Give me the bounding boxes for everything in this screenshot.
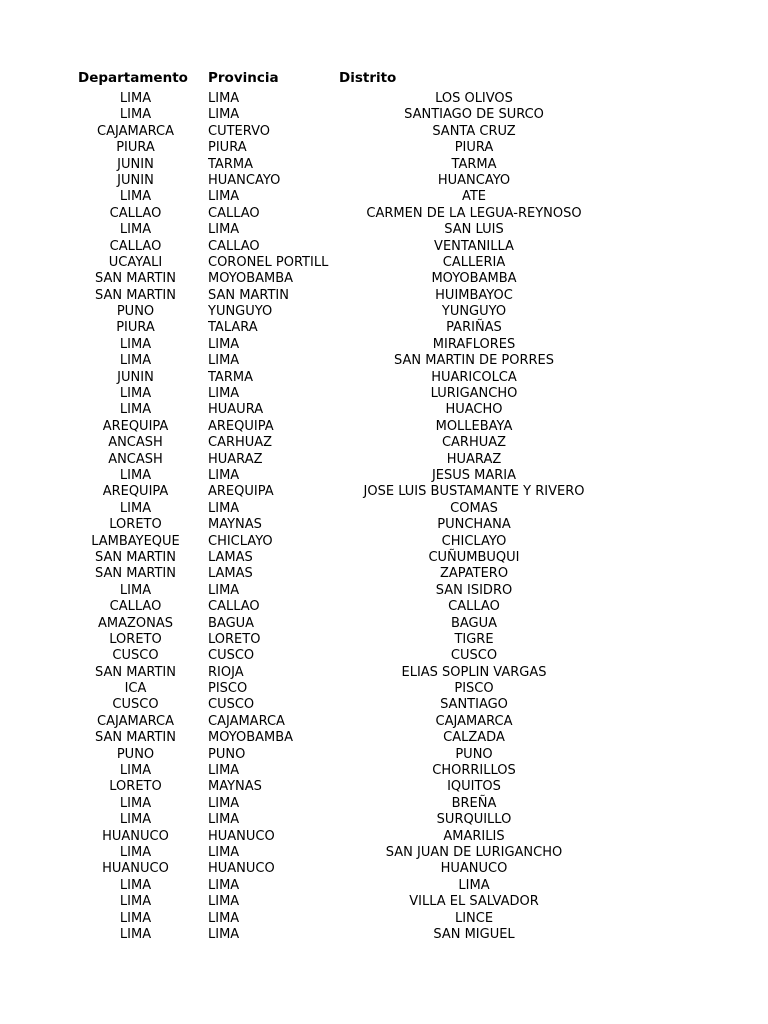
table-row — [0, 517, 768, 533]
cell-provincia: LIMA — [208, 386, 240, 402]
cell-provincia: CHICLAYO — [208, 533, 273, 549]
table-row — [0, 911, 768, 927]
cell-distrito: PIURA — [454, 140, 494, 156]
header-departamento: Departamento — [78, 70, 188, 86]
cell-distrito: BREÑA — [451, 795, 497, 811]
cell-departamento: SAN MARTIN — [95, 549, 176, 565]
table-row — [0, 402, 768, 418]
cell-distrito: CHICLAYO — [441, 533, 507, 549]
cell-provincia: LIMA — [208, 763, 240, 779]
table-row — [0, 337, 768, 353]
cell-provincia: PISCO — [208, 681, 248, 697]
cell-distrito: HUARAZ — [446, 451, 502, 467]
cell-distrito: SAN JUAN DE LURIGANCHO — [385, 844, 563, 860]
cell-distrito: BAGUA — [450, 615, 498, 631]
cell-provincia: LIMA — [208, 910, 240, 926]
cell-distrito: SURQUILLO — [436, 812, 512, 828]
cell-distrito: TIGRE — [454, 631, 494, 647]
data-table — [0, 69, 768, 943]
cell-departamento: ICA — [124, 681, 147, 697]
cell-provincia: LIMA — [208, 467, 240, 483]
cell-distrito: HUIMBAYOC — [435, 287, 513, 303]
table-row — [0, 583, 768, 599]
table-body — [0, 91, 768, 943]
cell-distrito: CALLAO — [448, 599, 500, 615]
table-row — [0, 927, 768, 943]
cell-departamento: CALLAO — [109, 238, 162, 254]
cell-provincia: LIMA — [208, 107, 240, 123]
cell-departamento: PIURA — [116, 320, 155, 336]
cell-departamento: ANCASH — [108, 451, 163, 467]
cell-provincia: TARMA — [208, 156, 253, 172]
cell-provincia: LIMA — [208, 336, 240, 352]
cell-distrito: HUANUCO — [440, 861, 508, 877]
cell-departamento: LIMA — [119, 222, 152, 238]
cell-provincia: CUSCO — [208, 697, 255, 713]
cell-distrito: SANTIAGO DE SURCO — [404, 107, 544, 123]
table-row — [0, 550, 768, 566]
cell-distrito: JESUS MARIA — [431, 467, 517, 483]
cell-distrito: JOSE LUIS BUSTAMANTE Y RIVERO — [363, 484, 585, 500]
cell-distrito: LINCE — [454, 910, 494, 926]
cell-provincia: LIMA — [208, 877, 240, 893]
cell-departamento: LIMA — [119, 582, 152, 598]
cell-provincia: CORONEL PORTILL — [208, 254, 329, 270]
cell-provincia: LAMAS — [208, 566, 253, 582]
cell-departamento: LORETO — [109, 779, 162, 795]
cell-distrito: LOS OLIVOS — [435, 91, 513, 106]
cell-departamento: LIMA — [119, 812, 152, 828]
cell-provincia: AREQUIPA — [208, 418, 274, 434]
cell-distrito: CARMEN DE LA LEGUA-REYNOSO — [366, 205, 582, 221]
cell-provincia: MOYOBAMBA — [208, 730, 294, 746]
cell-distrito: HUACHO — [445, 402, 503, 418]
cell-departamento: HUANUCO — [102, 828, 169, 844]
cell-provincia: LIMA — [208, 844, 240, 860]
table-row — [0, 271, 768, 287]
table-row — [0, 435, 768, 451]
cell-provincia: SAN MARTIN — [208, 287, 289, 303]
table-row — [0, 206, 768, 222]
cell-provincia: LIMA — [208, 926, 240, 942]
table-row — [0, 320, 768, 336]
table-row — [0, 730, 768, 746]
cell-distrito: SANTIAGO — [440, 697, 508, 713]
cell-departamento: PIURA — [116, 140, 155, 156]
cell-distrito: PARIÑAS — [446, 320, 502, 336]
table-row — [0, 239, 768, 255]
table-row — [0, 599, 768, 615]
table-row — [0, 714, 768, 730]
cell-provincia: HUANCAYO — [208, 172, 281, 188]
cell-distrito: VILLA EL SALVADOR — [409, 894, 539, 910]
cell-provincia: LIMA — [208, 222, 240, 238]
cell-provincia: LIMA — [208, 795, 240, 811]
table-row — [0, 419, 768, 435]
cell-distrito: ATE — [461, 189, 487, 205]
cell-departamento: JUNIN — [117, 172, 154, 188]
cell-distrito: YUNGUYO — [441, 304, 507, 320]
cell-provincia: BAGUA — [208, 615, 255, 631]
cell-distrito: CALZADA — [443, 730, 505, 746]
cell-departamento: LIMA — [119, 763, 152, 779]
cell-departamento: LIMA — [119, 336, 152, 352]
table-row — [0, 501, 768, 517]
cell-provincia: LIMA — [208, 812, 240, 828]
table-row — [0, 452, 768, 468]
table-row — [0, 665, 768, 681]
table-row — [0, 91, 768, 107]
cell-departamento: LIMA — [119, 107, 152, 123]
cell-distrito: CALLERIA — [442, 254, 506, 270]
cell-departamento: LORETO — [109, 631, 162, 647]
cell-departamento: LIMA — [119, 467, 152, 483]
cell-departamento: SAN MARTIN — [95, 287, 176, 303]
cell-departamento: LIMA — [119, 353, 152, 369]
cell-departamento: LORETO — [109, 517, 162, 533]
table-row — [0, 173, 768, 189]
cell-departamento: SAN MARTIN — [95, 664, 176, 680]
table-row — [0, 140, 768, 156]
table-row — [0, 468, 768, 484]
cell-departamento: UCAYALI — [108, 254, 163, 270]
cell-departamento: AREQUIPA — [102, 418, 169, 434]
cell-distrito: TARMA — [451, 156, 497, 172]
cell-departamento: LIMA — [119, 402, 152, 418]
cell-departamento: LIMA — [119, 91, 152, 106]
cell-provincia: HUARAZ — [208, 451, 263, 467]
table-row — [0, 632, 768, 648]
cell-departamento: LIMA — [119, 500, 152, 516]
cell-distrito: CAJAMARCA — [435, 713, 513, 729]
cell-departamento: ANCASH — [108, 435, 163, 451]
cell-distrito: PUNCHANA — [437, 517, 511, 533]
cell-departamento: AREQUIPA — [102, 484, 169, 500]
cell-distrito: HUANCAYO — [437, 172, 511, 188]
table-header-row — [0, 69, 768, 89]
table-row — [0, 189, 768, 205]
cell-provincia: CAJAMARCA — [208, 713, 285, 729]
cell-provincia: LIMA — [208, 894, 240, 910]
cell-departamento: CUSCO — [112, 697, 159, 713]
table-row — [0, 304, 768, 320]
cell-provincia: CALLAO — [208, 205, 260, 221]
cell-distrito: LIMA — [458, 877, 490, 893]
cell-provincia: CALLAO — [208, 238, 260, 254]
cell-departamento: HUANUCO — [102, 861, 169, 877]
cell-provincia: LIMA — [208, 353, 240, 369]
table-row — [0, 829, 768, 845]
cell-provincia: CARHUAZ — [208, 435, 273, 451]
cell-provincia: LIMA — [208, 500, 240, 516]
table-row — [0, 353, 768, 369]
cell-distrito: PISCO — [454, 681, 494, 697]
cell-provincia: LIMA — [208, 91, 240, 106]
cell-provincia: YUNGUYO — [208, 304, 273, 320]
table-row — [0, 878, 768, 894]
cell-departamento: LIMA — [119, 844, 152, 860]
cell-departamento: LIMA — [119, 189, 152, 205]
cell-departamento: LIMA — [119, 894, 152, 910]
cell-distrito: IQUITOS — [447, 779, 501, 795]
table-row — [0, 796, 768, 812]
cell-provincia: HUAURA — [208, 402, 264, 418]
cell-provincia: HUANUCO — [208, 861, 275, 877]
cell-departamento: LIMA — [119, 910, 152, 926]
cell-provincia: CALLAO — [208, 599, 260, 615]
cell-provincia: TALARA — [208, 320, 258, 336]
table-row — [0, 616, 768, 632]
cell-departamento: LIMA — [119, 926, 152, 942]
cell-provincia: MAYNAS — [208, 779, 262, 795]
table-row — [0, 566, 768, 582]
cell-distrito: CUSCO — [450, 648, 498, 664]
table-row — [0, 484, 768, 500]
cell-distrito: CUÑUMBUQUI — [428, 549, 520, 565]
table-row — [0, 534, 768, 550]
cell-provincia: RIOJA — [208, 664, 244, 680]
table-row — [0, 697, 768, 713]
table-row — [0, 681, 768, 697]
cell-provincia: LIMA — [208, 189, 240, 205]
cell-distrito: SAN ISIDRO — [435, 582, 513, 598]
cell-departamento: CAJAMARCA — [97, 713, 174, 729]
table-row — [0, 894, 768, 910]
cell-departamento: CALLAO — [109, 205, 162, 221]
cell-distrito: SAN LUIS — [444, 222, 504, 238]
table-row — [0, 845, 768, 861]
table-row — [0, 763, 768, 779]
cell-provincia: HUANUCO — [208, 828, 275, 844]
cell-distrito: AMARILIS — [443, 828, 505, 844]
table-row — [0, 861, 768, 877]
table-row — [0, 747, 768, 763]
table-row — [0, 648, 768, 664]
cell-distrito: SAN MIGUEL — [433, 926, 515, 942]
table-row — [0, 812, 768, 828]
cell-departamento: PUNO — [116, 304, 155, 320]
cell-distrito: ZAPATERO — [439, 566, 509, 582]
cell-provincia: TARMA — [208, 369, 253, 385]
cell-distrito: COMAS — [450, 500, 498, 516]
cell-departamento: SAN MARTIN — [95, 730, 176, 746]
cell-departamento: SAN MARTIN — [95, 566, 176, 582]
cell-provincia: CUTERVO — [208, 123, 270, 139]
cell-provincia: LORETO — [208, 631, 261, 647]
cell-departamento: LIMA — [119, 386, 152, 402]
cell-distrito: SANTA CRUZ — [432, 123, 516, 139]
cell-provincia: LIMA — [208, 582, 240, 598]
cell-departamento: CAJAMARCA — [97, 123, 174, 139]
cell-departamento: PUNO — [116, 746, 155, 762]
table-row — [0, 386, 768, 402]
cell-distrito: LURIGANCHO — [430, 386, 518, 402]
cell-departamento: AMAZONAS — [97, 615, 173, 631]
cell-distrito: CHORRILLOS — [432, 763, 516, 779]
cell-distrito: MOLLEBAYA — [435, 418, 513, 434]
cell-provincia: PUNO — [208, 746, 246, 762]
cell-departamento: SAN MARTIN — [95, 271, 176, 287]
cell-departamento: LIMA — [119, 795, 152, 811]
cell-departamento: CUSCO — [112, 648, 159, 664]
table-row — [0, 222, 768, 238]
cell-provincia: PIURA — [208, 140, 247, 156]
cell-departamento: CALLAO — [109, 599, 162, 615]
table-row — [0, 370, 768, 386]
table-row — [0, 107, 768, 123]
cell-departamento: LAMBAYEQUE — [91, 533, 180, 549]
cell-distrito: ELIAS SOPLIN VARGAS — [401, 664, 547, 680]
cell-distrito: MOYOBAMBA — [431, 271, 517, 287]
cell-provincia: MOYOBAMBA — [208, 271, 294, 287]
cell-distrito: MIRAFLORES — [432, 336, 516, 352]
cell-distrito: HUARICOLCA — [431, 369, 517, 385]
cell-departamento: JUNIN — [117, 156, 154, 172]
cell-distrito: SAN MARTIN DE PORRES — [393, 353, 555, 369]
header-provincia: Provincia — [208, 70, 279, 86]
cell-departamento: JUNIN — [117, 369, 154, 385]
cell-departamento: LIMA — [119, 877, 152, 893]
cell-provincia: CUSCO — [208, 648, 255, 664]
cell-provincia: LAMAS — [208, 549, 253, 565]
header-distrito: Distrito — [339, 70, 397, 86]
table-row — [0, 157, 768, 173]
cell-distrito: PUNO — [455, 746, 493, 762]
cell-distrito: CARHUAZ — [441, 435, 507, 451]
cell-provincia: MAYNAS — [208, 517, 262, 533]
cell-provincia: AREQUIPA — [208, 484, 274, 500]
cell-distrito: VENTANILLA — [434, 238, 514, 254]
table-row — [0, 779, 768, 795]
table-row — [0, 288, 768, 304]
table-row — [0, 255, 768, 271]
table-row — [0, 124, 768, 140]
